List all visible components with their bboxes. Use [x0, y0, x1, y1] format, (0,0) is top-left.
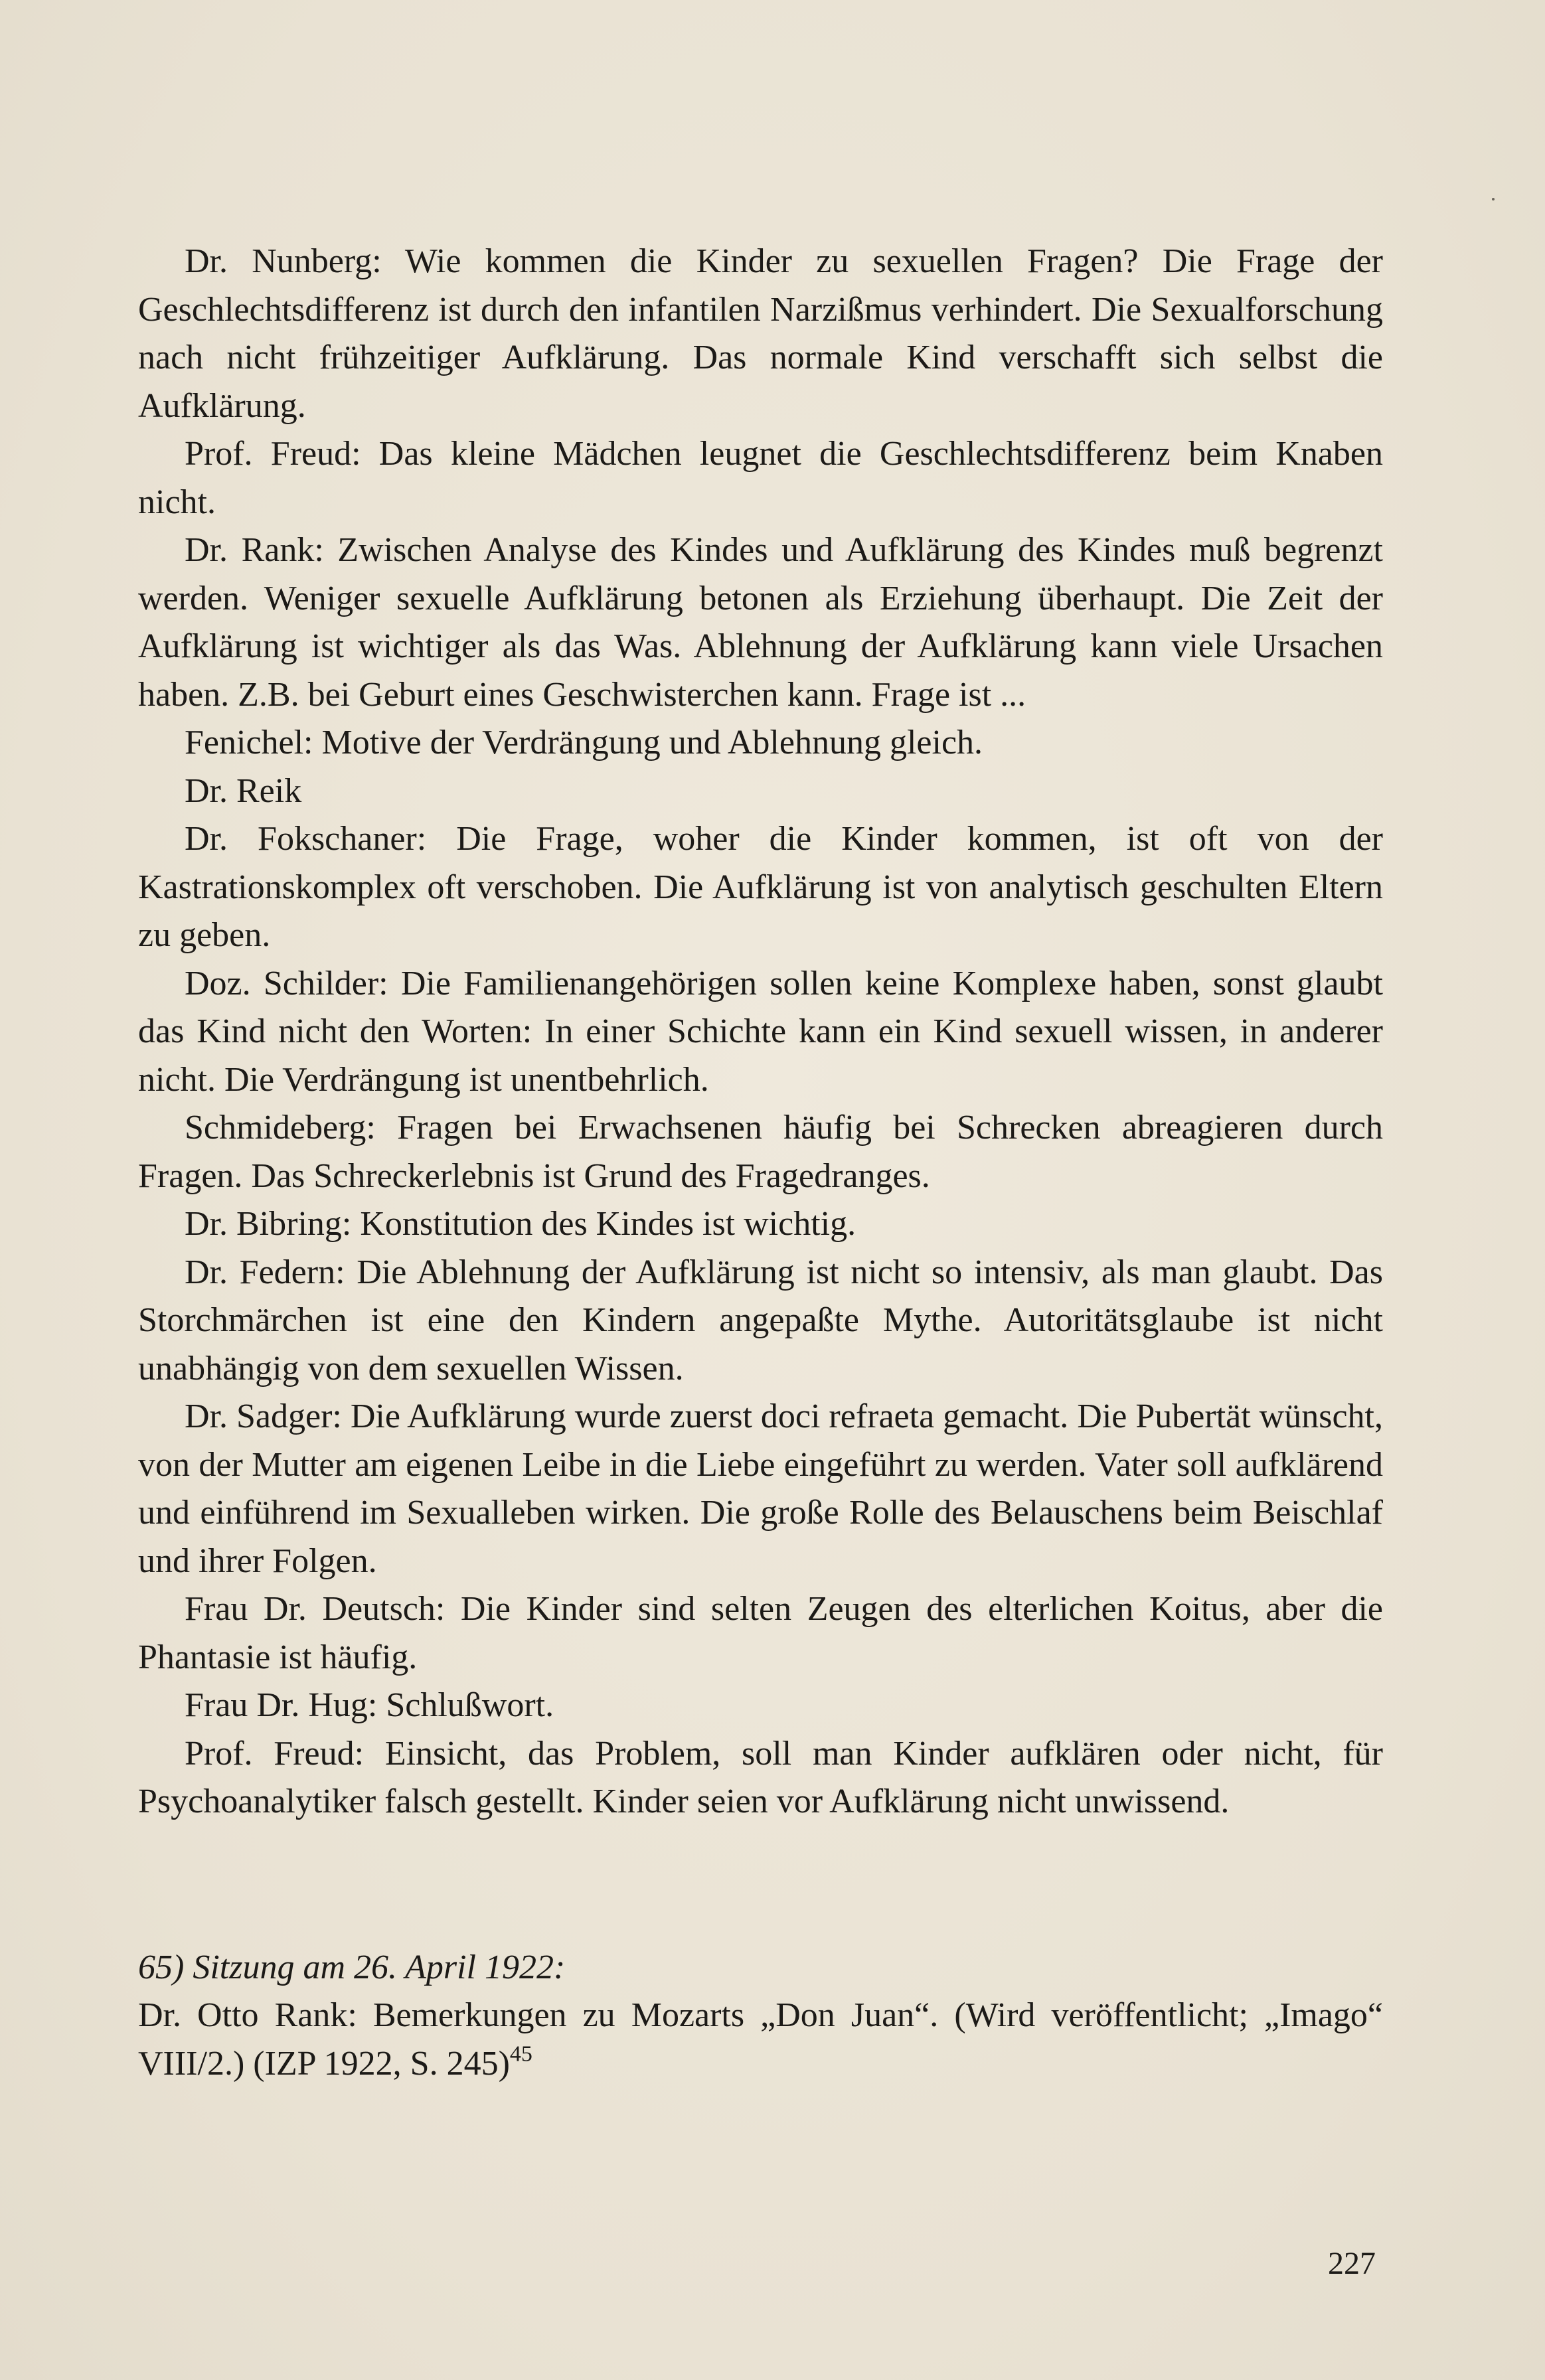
paragraph-schmideberg: Schmideberg: Fragen bei Erwachsenen häufig bei Schrecken abreagieren durch Fragen. Das Schreckerlebnis ist Grund des Fragedranges. [138, 1109, 1383, 1195]
paragraph-deutsch: Frau Dr. Deutsch: Die Kinder sind selten Zeugen des elterlichen Koitus, aber die Phantasie ist häufig. [138, 1590, 1383, 1676]
paragraph-fenichel: Fenichel: Motive der Verdrängung und Ablehnung gleich. [185, 724, 983, 761]
discussion-text [138, 238, 1383, 1826]
paragraph-sadger: Dr. Sadger: Die Aufklärung wurde zuerst doci refraeta gemacht. Die Pubertät wünscht, von der Mutter am eigenen Leibe in die Liebe eingeführt zu werden. Vater soll aufklärend und einführend im Sexualleben wirken. Die große Rolle des Belauschens beim Beischlaf und ihrer Folgen. [138, 1397, 1383, 1580]
page-number: 227 [1328, 2246, 1376, 2281]
footnote-reference: 45 [509, 2041, 532, 2067]
section-body-text: Dr. Otto Rank: Bemerkungen zu Mozarts „Don Juan“. (Wird veröffentlicht; „Imago“ VIII/2.) (IZP 1922, S. 245) [138, 1996, 1383, 2083]
paragraph-fokschaner: Dr. Fokschaner: Die Frage, woher die Kinder kommen, ist oft von der Kastrationskomplex oft verschoben. Die Aufklärung ist von analytisch geschulten Eltern zu geben. [138, 820, 1383, 954]
section-body [138, 1992, 1383, 2088]
paragraph-freud-2: Prof. Freud: Einsicht, das Problem, soll man Kinder aufklären oder nicht, für Psychoanalytiker falsch gestellt. Kinder seien vor Aufklärung nicht unwissend. [138, 1734, 1383, 1820]
paragraph-rank: Dr. Rank: Zwischen Analyse des Kindes und Aufklärung des Kindes muß begrenzt werden. Weniger sexuelle Aufklärung betonen als Erziehung überhaupt. Die Zeit der Aufklärung ist wichtiger als das Was. Ablehnung der Aufklärung kann viele Ursachen haben. Z.B. bei Geburt eines Geschwisterchen kann. Frage ist ... [138, 531, 1383, 714]
paragraph-nunberg: Dr. Nunberg: Wie kommen die Kinder zu sexuellen Fragen? Die Frage der Geschlechtsdifferenz ist durch den infantilen Narzißmus verhindert. Die Sexualforschung nach nicht frühzeitiger Aufklärung. Das normale Kind verschafft sich selbst die Aufklärung. [138, 242, 1383, 425]
section-heading: 65) Sitzung am 26. April 1922: [138, 1948, 566, 1986]
paragraph-schilder: Doz. Schilder: Die Familienangehörigen sollen keine Komplexe haben, sonst glaubt das Kind nicht den Worten: In einer Schichte kann ein Kind sexuell wissen, in anderer nicht. Die Verdrängung ist unentbehrlich. [138, 964, 1383, 1099]
paragraph-freud-1: Prof. Freud: Das kleine Mädchen leugnet die Geschlechtsdifferenz beim Knaben nicht. [138, 435, 1383, 521]
corner-dot [1492, 198, 1495, 200]
paragraph-federn: Dr. Federn: Die Ablehnung der Aufklärung ist nicht so intensiv, als man glaubt. Das Storchmärchen ist eine den Kindern angepaßte Mythe. Autoritätsglaube ist nicht unabhängig von dem sexuellen Wissen. [138, 1253, 1383, 1388]
paragraph-hug: Frau Dr. Hug: Schlußwort. [185, 1686, 554, 1724]
paragraph-reik: Dr. Reik [185, 771, 302, 810]
paragraph-bibring: Dr. Bibring: Konstitution des Kindes ist wichtig. [185, 1205, 856, 1243]
